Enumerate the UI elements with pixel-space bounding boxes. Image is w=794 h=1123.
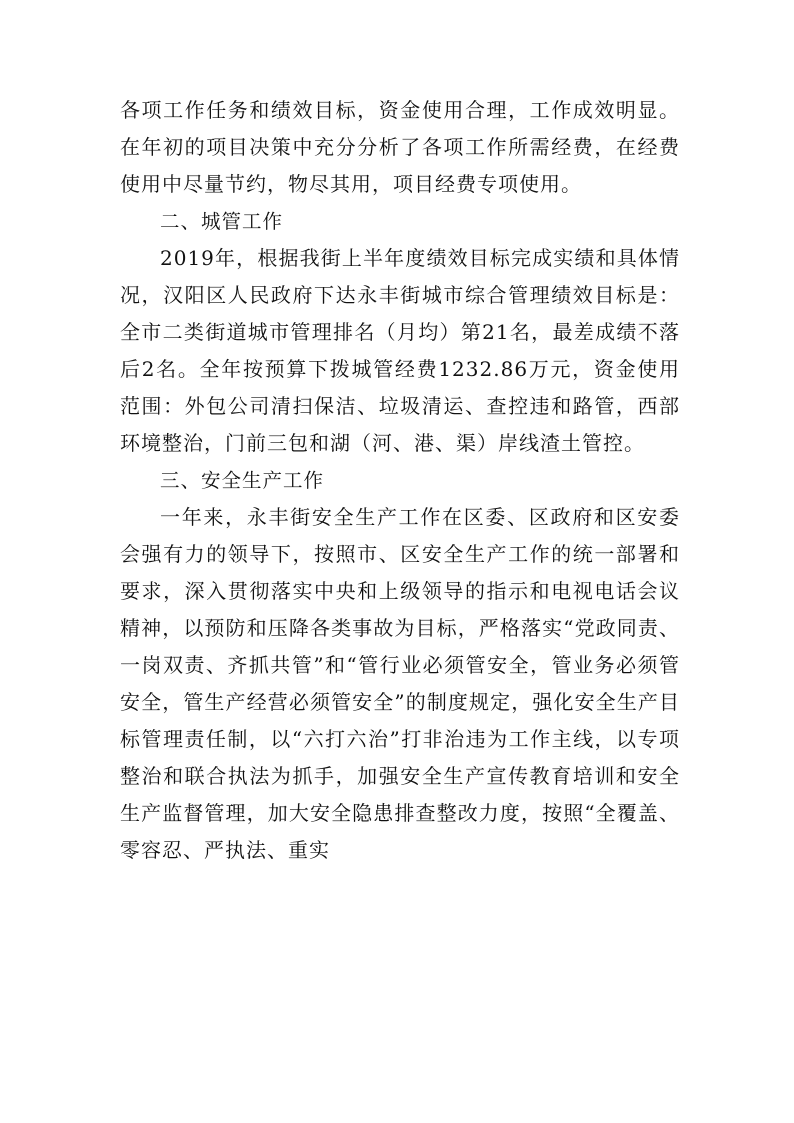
document-page: [120, 92, 680, 869]
paragraph-safety-production: 一年来，永丰街安全生产工作在区委、区政府和区安委会强有力的领导下，按照市、区安全生产工作的统一部署和要求，深入贯彻落实中央和上级领导的指示和电视电话会议精神，以预防和压降各类事故为目标，严格落实“党政同责、一岗双责、齐抓共管”和“管行业必须管安全，管业务必须管安全，管生产经营必须管安全”的制度规定，强化安全生产目标管理责任制，以“六打六治”打非治违为工作主线，以专项整治和联合执法为抓手，加强安全生产宣传教育培训和安全生产监督管理，加大安全隐患排查整改力度，按照“全覆盖、零容忍、严执法、重实: [120, 505, 680, 862]
paragraph-urban-management: 2019年，根据我街上半年度绩效目标完成实绩和具体情况，汉阳区人民政府下达永丰街城市综合管理绩效目标是：全市二类街道城市管理排名（月均）第21名，最差成绩不落后2名。全年按预算下拨城管经费1232.86万元，资金使用范围：外包公司清扫保洁、垃圾清运、查控违和路管，西部环境整治，门前三包和湖（河、港、渠）岸线渣土管控。: [120, 246, 680, 455]
section-heading-safety-production: 三、安全生产工作: [160, 469, 325, 492]
paragraph-funds-usage: 各项工作任务和绩效目标，资金使用合理，工作成效明显。在年初的项目决策中充分分析了各项工作所需经费，在经费使用中尽量节约，物尽其用，项目经费专项使用。: [120, 98, 680, 196]
section-heading-urban-management: 二、城管工作: [160, 210, 284, 233]
